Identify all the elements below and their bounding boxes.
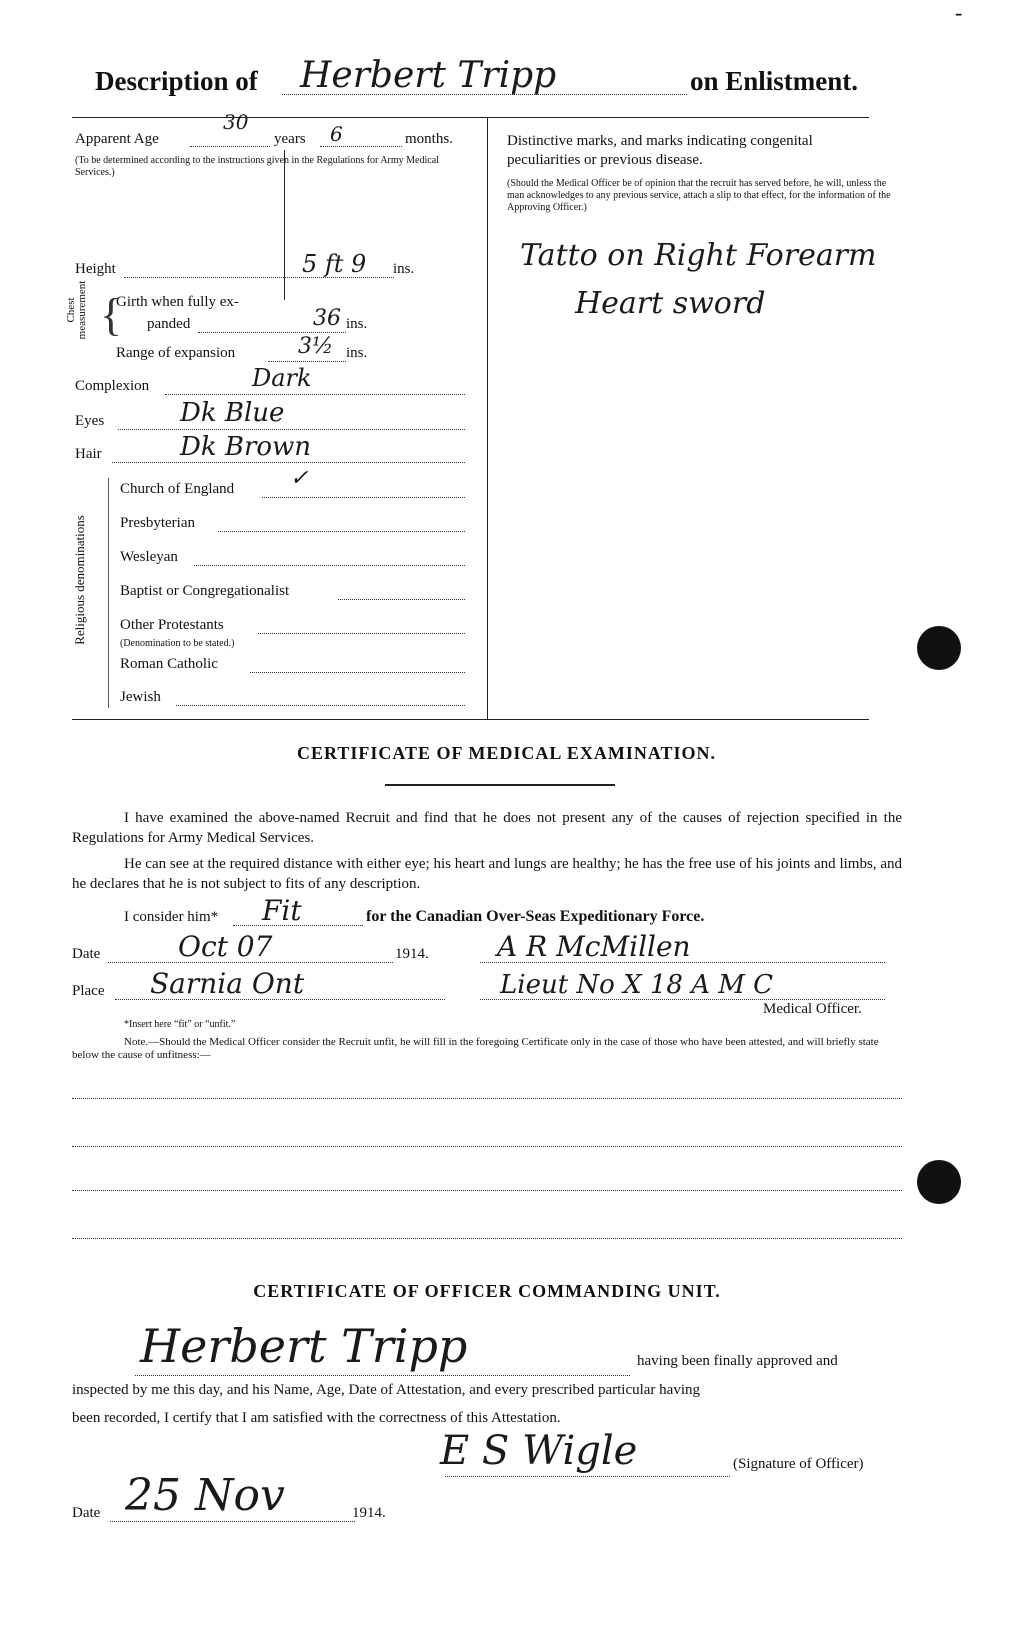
complexion-label: Complexion [75, 378, 150, 394]
recruit-name: Herbert Tripp [300, 55, 557, 96]
marks-label-1: Distinctive marks, and marks indicating congenital [507, 133, 813, 149]
medical-title-rule [385, 784, 615, 786]
medical-signature-line [480, 962, 885, 963]
complexion-line [165, 394, 465, 395]
height-unit: ins. [393, 261, 415, 277]
medical-title: CERTIFICATE OF MEDICAL EXAMINATION. [296, 743, 717, 763]
medical-date-label: Date [72, 946, 101, 962]
place-label: Place [72, 983, 105, 999]
column-divider [487, 117, 488, 720]
marks-value-1: Tatto on Right Forearm [520, 238, 877, 273]
height-label: Height [75, 261, 116, 277]
header-name-line [282, 94, 687, 95]
religion-roman-catholic: Roman Catholic [120, 656, 218, 672]
religion-church-of-england: Church of England [120, 481, 235, 497]
range-label: Range of expansion [116, 345, 236, 361]
commanding-text-1: having been finally approved and [637, 1353, 838, 1369]
consider-value: Fit [262, 894, 302, 927]
commanding-text-2: inspected by me this day, and his Name, Age, Date of Attestation, and every prescribed particular having [72, 1382, 701, 1398]
range-unit: ins. [346, 345, 368, 361]
commanding-name-line [135, 1375, 630, 1376]
consider-label: I consider him* [124, 909, 219, 925]
eyes-line [118, 429, 465, 430]
girth-line [198, 332, 346, 333]
punch-hole-upper [917, 626, 961, 670]
religion-bracket [108, 478, 109, 708]
religion-other-protestants: Other Protestants [120, 617, 224, 633]
medical-date-value: Oct 07 [178, 930, 273, 963]
age-months-line [320, 146, 402, 147]
top-rule [72, 117, 869, 118]
religion-wesleyan: Wesleyan [120, 549, 178, 565]
medical-para-2: He can see at the required distance with either eye; his heart and lungs are healthy; he has the free use of his joints and limbs, and he declares that he is not subject to fits of any description. [72, 856, 902, 892]
unfit-note: Note.—Should the Medical Officer consider the Recruit unfit, he will fill in the foregoing Certificate only in the case of those who have been attested, and will briefly state below the cause of unfitness:— [72, 1036, 879, 1061]
girth-value: 36 [313, 306, 341, 331]
religion-line-2 [194, 565, 465, 566]
hair-value: Dk Brown [180, 432, 312, 462]
religion-jewish: Jewish [120, 689, 161, 705]
place-value: Sarnia Ont [150, 967, 305, 1000]
range-line [268, 361, 346, 362]
insert-note: *Insert here “fit” or “unfit.” [124, 1019, 236, 1030]
medical-rank-line [480, 999, 885, 1000]
complexion-value: Dark [252, 364, 312, 392]
commanding-text-3: been recorded, I certify that I am satisfied with the correctness of this Attestation. [72, 1410, 561, 1426]
unfit-line-3 [72, 1190, 902, 1191]
age-months: 6 [330, 122, 343, 146]
commanding-date-label: Date [72, 1505, 101, 1521]
commanding-date-year: 1914. [352, 1505, 386, 1521]
chest-side-label: Chest measurement [65, 280, 88, 340]
religion-line-0 [262, 497, 465, 498]
religion-presbyterian: Presbyterian [120, 515, 195, 531]
age-note: (To be determined according to the instructions given in the Regulations for Army Medical Services.) [75, 155, 439, 178]
page-mark: - [955, 0, 963, 25]
religion-line-5 [250, 672, 465, 673]
range-value: 3½ [298, 334, 334, 359]
religion-line-4 [258, 633, 465, 634]
commanding-signature-line [445, 1476, 730, 1477]
religion-line-6 [176, 705, 465, 706]
commanding-date-value: 25 Nov [125, 1470, 285, 1521]
medical-officer-label: Medical Officer. [763, 1001, 862, 1017]
header-suffix: on Enlistment. [690, 66, 859, 96]
marks-value-2: Heart sword [575, 286, 766, 321]
months-label: months. [405, 131, 453, 147]
unfit-line-4 [72, 1238, 902, 1239]
years-label: years [274, 131, 306, 147]
eyes-value: Dk Blue [180, 398, 285, 428]
religion-check: ✓ [290, 466, 309, 491]
eyes-label: Eyes [75, 413, 105, 429]
unfit-line-2 [72, 1146, 902, 1147]
consider-suffix: for the Canadian Over-Seas Expeditionary Force. [366, 908, 705, 925]
medical-date-year: 1914. [395, 946, 429, 962]
commanding-title: CERTIFICATE OF OFFICER COMMANDING UNIT. [253, 1281, 721, 1301]
bottom-rule [72, 719, 869, 720]
religion-side-label: Religious denominations [72, 515, 87, 645]
age-years: 30 [223, 110, 249, 134]
religion-line-3 [338, 599, 465, 600]
religion-line-1 [218, 531, 465, 532]
hair-line [112, 462, 465, 463]
punch-hole-lower [917, 1160, 961, 1204]
marks-label-2: peculiarities or previous disease. [507, 152, 703, 168]
commanding-signature: E S Wigle [440, 1428, 638, 1474]
religion-baptist: Baptist or Congregationalist [120, 583, 290, 599]
girth-unit: ins. [346, 316, 368, 332]
hair-label: Hair [75, 446, 102, 462]
commanding-date-line [110, 1521, 355, 1522]
age-label: Apparent Age [75, 131, 159, 147]
header-prefix: Description of [95, 66, 258, 96]
protestant-note: (Denomination to be stated.) [120, 638, 235, 649]
girth-label-2: panded [147, 316, 191, 332]
medical-rank: Lieut No X 18 A M C [500, 970, 774, 1000]
marks-note: (Should the Medical Officer be of opinion that the recruit has served before, he will, unless the man acknowledges to any previous service, attach a slip to that effect, for the information of the Approving Officer.) [507, 178, 891, 213]
medical-para-1: I have examined the above-named Recruit and find that he does not present any of the causes of rejection specified in the Regulations for Army Medical Services. [72, 810, 902, 846]
girth-label-1: Girth when fully ex- [116, 294, 239, 310]
age-years-line [190, 146, 270, 147]
commanding-signature-label: (Signature of Officer) [733, 1456, 864, 1472]
chest-brace: { [100, 289, 123, 340]
height-value: 5 ft 9 [302, 250, 367, 278]
unfit-line-1 [72, 1098, 902, 1099]
medical-signature: A R McMillen [497, 930, 691, 963]
commanding-recruit-name: Herbert Tripp [140, 1319, 468, 1373]
